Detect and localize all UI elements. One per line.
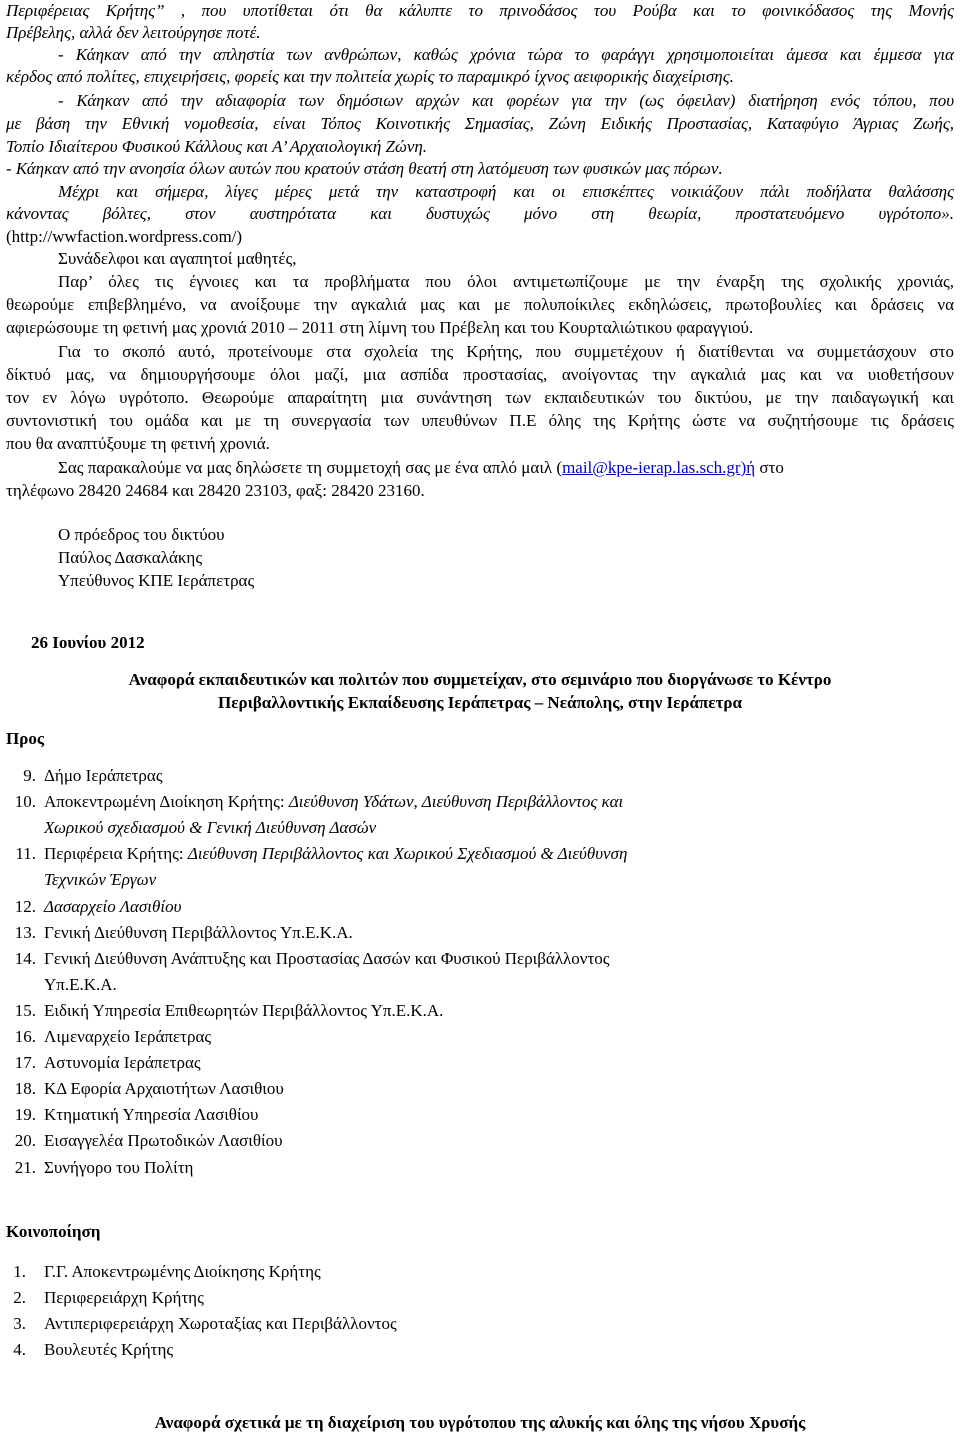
list-number: 3. bbox=[13, 1314, 26, 1333]
bottom-section-title: Αναφορά σχετικά με τη διαχείριση του υγρότοπου της αλυκής και όλης της νήσου Χρυσής bbox=[154, 1413, 806, 1432]
contact-line bbox=[6, 457, 954, 479]
list-item bbox=[0, 1261, 960, 1283]
item-label: Αποκεντρωμένη Διοίκηση Κρήτης: bbox=[44, 792, 289, 811]
text-line: με βάση την Εθνική νομοθεσία, είναι Τόπος Κοινοτικής Σημασίας, Ζώνη Ειδικής Προστασίας, Καταφύγιο Άγριας Ζωής, bbox=[6, 114, 954, 133]
item-label: Δήμο Ιεράπετρας bbox=[44, 766, 163, 785]
list-text: Συνήγορο του Πολίτη bbox=[44, 1158, 194, 1177]
list-number: 1. bbox=[13, 1262, 26, 1281]
list-text bbox=[44, 896, 181, 918]
list-item bbox=[0, 896, 960, 918]
list-text: Λιμεναρχείο Ιεράπετρας bbox=[44, 1027, 212, 1046]
signature-name: Παύλος Δασκαλάκης bbox=[58, 548, 203, 567]
signature-role: Ο πρόεδρος του δικτύου bbox=[58, 525, 225, 544]
source-url: (http://wwfaction.wordpress.com/) bbox=[6, 227, 243, 246]
phone-line: τηλέφωνο 28420 24684 και 28420 23103, φαξ: 28420 23160. bbox=[6, 481, 425, 500]
list-item bbox=[0, 1026, 960, 1048]
list-item bbox=[0, 1052, 960, 1074]
list-item-continuation: Υπ.Ε.Κ.Α. bbox=[44, 975, 117, 994]
text-line: - Κάηκαν από την ανοησία όλων αυτών που κρατούν στάση θεατή στη λατόμευση των φυσικών μας πόρων. bbox=[6, 159, 723, 178]
report-title-line2: Περιβαλλοντικής Εκπαίδευσης Ιεράπετρας – Νεάπολης, στην Ιεράπετρα bbox=[218, 693, 742, 712]
list-item-continuation: Χωρικού σχεδιασμού & Γενική Διεύθυνση Δασών bbox=[44, 818, 377, 837]
list-number: 13. bbox=[14, 923, 36, 942]
list-text: Αστυνομία Ιεράπετρας bbox=[44, 1053, 201, 1072]
list-number: 4. bbox=[13, 1340, 26, 1359]
text-line: θεωρούμε επιβεβλημένο, να ανοίξουμε την αγκαλιά μας και με πολυποίκιλες εκδηλώσεις, πρωτοβουλίες και δράσεις να bbox=[6, 295, 954, 314]
text-line: τον εν λόγω υγρότοπο. Θεωρούμε απαραίτητη μια συνάντηση των εκπαιδευτικών του δικτύου, με την παιδαγωγική και bbox=[6, 388, 954, 407]
list-number: 18. bbox=[14, 1079, 36, 1098]
list-item bbox=[0, 843, 960, 865]
list-item bbox=[0, 765, 960, 787]
list-item-continuation: Τεχνικών Έργων bbox=[44, 870, 157, 889]
list-number: 12. bbox=[14, 897, 36, 916]
text-line: αφιερώσουμε τη φετινή μας χρονιά 2010 – 2011 στη λίμνη του Πρέβελη και του Κουρταλιώτικου φαραγγιού. bbox=[6, 318, 754, 337]
text-line: Μέχρι και σήμερα, λίγες μέρες μετά την καταστροφή και οι επισκέπτες νοικιάζουν πάλι ποδήλατα θαλάσσης bbox=[58, 182, 954, 201]
list-number: 2. bbox=[13, 1288, 26, 1307]
text-line: κέρδος από πολίτες, επιχειρήσεις, φορείς και την πολιτεία χωρίς το παραμικρό ίχνος αειφορικής διαχείρισης. bbox=[6, 67, 734, 86]
list-text: Κτηματική Υπηρεσία Λασιθίου bbox=[44, 1105, 259, 1124]
report-title-line1: Αναφορά εκπαιδευτικών και πολιτών που συμμετείχαν, στο σεμινάριο που διοργάνωσε το Κέντρο bbox=[128, 670, 832, 689]
text-line: δίκτυό μας, να δημιουργήσουμε όλοι μαζί, μια ασπίδα προστασίας, ανοίγοντας την αγκαλιά μας και να υιοθετήσουν bbox=[6, 365, 954, 384]
text-line: - Κάηκαν από την απληστία των ανθρώπων, καθώς χρόνια τώρα το φαράγγι χρησιμοποιείται άμεσα και έμμεσα για bbox=[58, 45, 954, 64]
list-number: 17. bbox=[14, 1053, 36, 1072]
list-item bbox=[0, 1104, 960, 1126]
list-text: Γ.Γ. Αποκεντρωμένης Διοίκησης Κρήτης bbox=[44, 1262, 321, 1281]
text-line: Παρ’ όλες τις έγνοιες και τα προβλήματα που όλοι αντιμετωπίζουμε με την έναρξη της σχολικής χρονιάς, bbox=[58, 272, 954, 291]
item-label-italic: Δασαρχείο Λασιθίου bbox=[44, 897, 182, 916]
list-number: 19. bbox=[14, 1105, 36, 1124]
list-item bbox=[0, 791, 960, 813]
list-number: 10. bbox=[14, 792, 36, 811]
item-label-italic: Διεύθυνση Περιβάλλοντος και Χωρικού Σχεδιασμού & Διεύθυνση bbox=[187, 844, 628, 863]
list-text: ΚΔ Εφορία Αρχαιοτήτων Λασιθιου bbox=[44, 1079, 284, 1098]
text-line: Τοπίο Ιδιαίτερου Φυσικού Κάλλους και Α’ Αρχαιολογική Ζώνη. bbox=[6, 137, 428, 156]
list-text: Εισαγγελέα Πρωτοδικών Λασιθίου bbox=[44, 1131, 283, 1150]
list-item bbox=[0, 1313, 960, 1335]
text-line: Πρέβελης, αλλά δεν λειτούργησε ποτέ. bbox=[6, 23, 261, 42]
contact-text: στο bbox=[755, 458, 784, 477]
list-item bbox=[0, 1130, 960, 1152]
text-line: - Κάηκαν από την αδιαφορία των δημόσιων αρχών και φορέων για την (ως όφειλαν) διατήρηση ενός τόπου, που bbox=[58, 91, 954, 110]
list-text: Βουλευτές Κρήτης bbox=[44, 1340, 174, 1359]
list-item bbox=[0, 1339, 960, 1361]
document-date: 26 Ιουνίου 2012 bbox=[31, 633, 145, 652]
text-line: κάνοντας βόλτες, στον αυστηρότατα και δυστυχώς μόνο στη θεωρία, προστατευόμενο υγρότοπο». bbox=[6, 204, 954, 223]
list-number: 15. bbox=[14, 1001, 36, 1020]
list-number: 16. bbox=[14, 1027, 36, 1046]
email-link[interactable]: mail@kpe-ierap.las.sch.gr)ή bbox=[562, 458, 756, 477]
list-item bbox=[0, 1287, 960, 1309]
list-item bbox=[0, 1157, 960, 1179]
list-number: 9. bbox=[23, 766, 36, 785]
salutation: Συνάδελφοι και αγαπητοί μαθητές, bbox=[58, 249, 297, 268]
text-line: Για το σκοπό αυτό, προτείνουμε στα σχολεία της Κρήτης, που συμμετέχουν ή διατίθενται να συμμετάσχουν στο bbox=[58, 342, 954, 361]
text-line: συντονιστική του ομάδα και με τη συνεργασία των υπευθύνων Π.Ε όλης της Κρήτης ώστε να συζητήσουμε τις δράσεις bbox=[6, 411, 954, 430]
list-text bbox=[44, 791, 623, 813]
item-label: Περιφέρεια Κρήτης: bbox=[44, 844, 188, 863]
list-item bbox=[0, 1078, 960, 1100]
list-number: 14. bbox=[14, 949, 36, 968]
item-label-italic: Διεύθυνση Υδάτων, Διεύθυνση Περιβάλλοντος και bbox=[288, 792, 624, 811]
list-number: 11. bbox=[15, 844, 36, 863]
list-item bbox=[0, 948, 960, 970]
signature-title: Υπεύθυνος ΚΠΕ Ιεράπετρας bbox=[58, 571, 255, 590]
list-text bbox=[44, 765, 163, 787]
list-text: Ειδική Υπηρεσία Επιθεωρητών Περιβάλλοντος Υπ.Ε.Κ.Α. bbox=[44, 1001, 444, 1020]
cc-heading: Κοινοποίηση bbox=[6, 1222, 101, 1241]
list-number: 21. bbox=[14, 1158, 36, 1177]
list-text: Αντιπεριφερειάρχη Χωροταξίας και Περιβάλλοντος bbox=[44, 1314, 397, 1333]
list-item bbox=[0, 1000, 960, 1022]
list-text: Περιφερειάρχη Κρήτης bbox=[44, 1288, 204, 1307]
list-item bbox=[0, 922, 960, 944]
contact-text: Σας παρακαλούμε να μας δηλώσετε τη συμμετοχή σας με ένα απλό μαιλ ( bbox=[58, 458, 563, 477]
list-text bbox=[44, 843, 627, 865]
text-line: Περιφέρειας Κρήτης” , που υποτίθεται ότι θα κάλυπτε το πρινοδάσος του Ρούβα και το φοινικόδασος της Μονής bbox=[6, 1, 954, 20]
list-text: Γενική Διεύθυνση Περιβάλλοντος Υπ.Ε.Κ.Α. bbox=[44, 923, 353, 942]
list-text: Γενική Διεύθυνση Ανάπτυξης και Προστασίας Δασών και Φυσικού Περιβάλλοντος bbox=[44, 949, 610, 968]
list-number: 20. bbox=[14, 1131, 36, 1150]
text-line: που θα αναπτύξουμε τη φετινή χρονιά. bbox=[6, 434, 270, 453]
recipients-heading: Προς bbox=[6, 729, 44, 748]
